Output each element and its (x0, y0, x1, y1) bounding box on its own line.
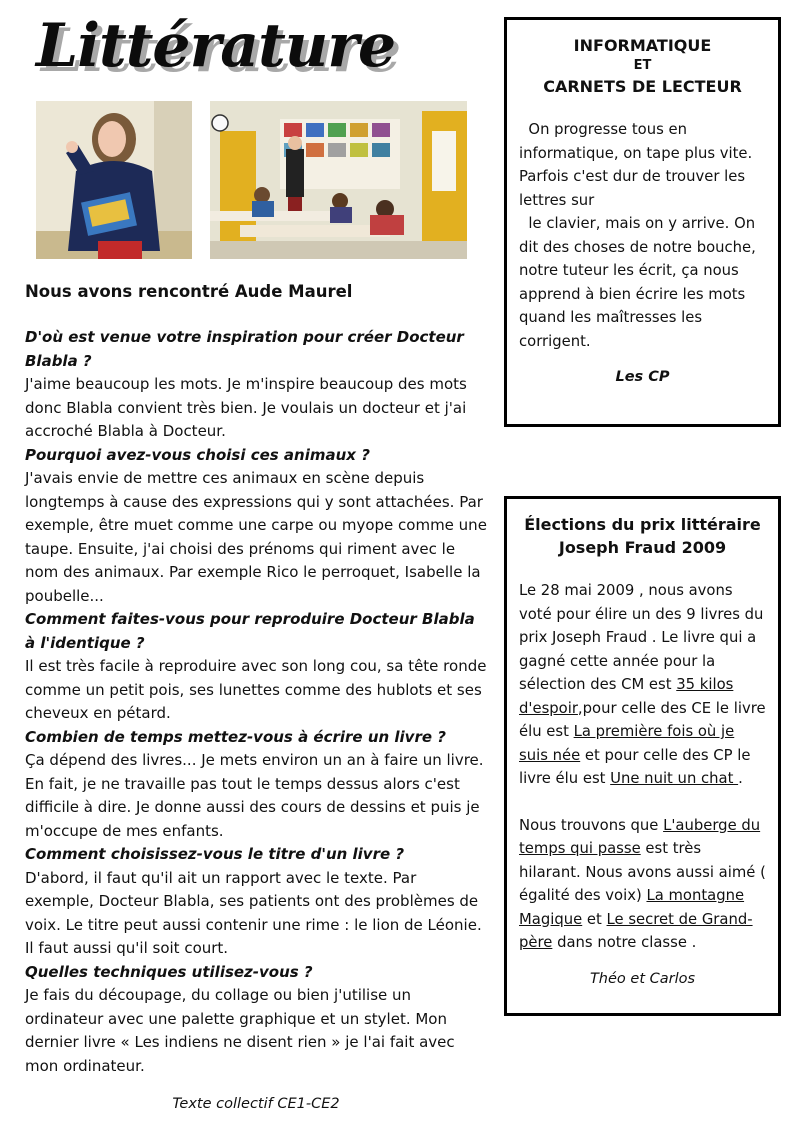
box-text: ,pour celle des CE le livre élu est (519, 699, 766, 740)
classroom-photo (210, 101, 467, 259)
box-title-line: INFORMATIQUE (573, 36, 712, 55)
answer: Je fais du découpage, du collage ou bien j'utilise un ordinateur avec une palette graphique et un stylet. Mon dernier livre « Les indiens ne disent rien » je l'ai fait avec mon ordinateur. (25, 986, 455, 1075)
question: Pourquoi avez-vous choisi ces animaux ? (25, 445, 370, 464)
box-title-line: CARNETS DE LECTEUR (543, 77, 742, 96)
box-title-line: Élections du prix littéraire (524, 515, 761, 534)
teacher-reading-photo (36, 101, 192, 259)
classroom-photo-drawing (210, 101, 467, 259)
question: Comment faites-vous pour reproduire Docteur Blabla à l'identique ? (25, 610, 475, 652)
box-signature: Théo et Carlos (589, 970, 696, 987)
box-paragraph (519, 814, 766, 955)
box-signature: Les CP (615, 369, 670, 385)
question: Combien de temps mettez-vous à écrire un livre ? (25, 727, 446, 746)
box-text: On progresse tous en informatique, on tape plus vite. Parfois c'est dur de trouver les lettres sur (519, 121, 753, 209)
teacher-reading-photo-drawing (36, 101, 192, 259)
election-box-title (519, 513, 766, 559)
book-title: 35 kilos d'espoir (519, 676, 734, 717)
article-headline: Nous avons rencontré Aude Maurel (25, 282, 353, 301)
box-text: le clavier, mais on y arrive. On dit des choses de notre bouche, notre tuteur les écrit, ça nous apprend à bien écrire les mots quand les maîtresses les corrigent. (519, 215, 756, 350)
answer: J'aime beaucoup les mots. Je m'inspire beaucoup des mots donc Blabla convient très bien. Je voulais un docteur et j'ai accroché Blabla à Docteur. (25, 375, 467, 440)
page-title: Littérature (36, 11, 396, 81)
question: Comment choisissez-vous le titre d'un livre ? (25, 845, 405, 863)
answer: Il est très facile à reproduire avec son long cou, sa tête ronde comme un petit pois, ses lunettes comme des hublots et ses cheveux en pétard. (25, 657, 487, 722)
article-credit: Texte collectif CE1-CE2 (172, 1096, 340, 1112)
answer: Ça dépend des livres... Je mets environ un an à faire un livre. En fait, je ne travaille pas tout le temps dessus alors c'est difficile à dire. Je donne aussi des cours de dessins et puis je m'occupe de mes enfants. (25, 751, 484, 840)
interview-article (25, 280, 487, 1078)
informatique-box-title (519, 34, 766, 98)
book-title: La première fois où je suis née (519, 723, 735, 764)
box-text: Le 28 mai 2009 , nous avons voté pour élire un des 9 livres du prix Joseph Fraud . Le livre qui a gagné cette année pour la sélection des CM est (519, 582, 764, 693)
interview-qa-list (25, 326, 487, 1078)
election-box (504, 496, 781, 1016)
box-text: . (738, 770, 743, 787)
book-title: L'auberge du temps qui passe (519, 816, 761, 857)
box-paragraph (519, 212, 766, 353)
box-text: est très hilarant. Nous avons aussi aimé ( égalité des voix) (519, 840, 766, 904)
box-title-line: Joseph Fraud 2009 (558, 538, 727, 557)
question: Quelles techniques utilisez-vous ? (25, 962, 313, 981)
box-paragraph (519, 118, 766, 212)
book-title: Une nuit un chat (610, 770, 739, 787)
answer: J'avais envie de mettre ces animaux en scène depuis longtemps à cause des expressions qui y sont attachées. Par exemple, être muet comme une carpe ou myope comme une taupe. Ensuite, j'ai choisi des prénoms qui riment avec le nom des animaux. Par exemple Rico le perroquet, Isabelle la poubelle... (25, 469, 487, 605)
informatique-box (504, 17, 781, 427)
answer: D'abord, il faut qu'il ait un rapport avec le texte. Par exemple, Docteur Blabla, ses patients ont des problèmes de voix. Le titre peut aussi contenir une rime : le lion de Léonie. Il faut aussi qu'il soit court. (25, 868, 482, 957)
box-paragraph (519, 579, 766, 791)
box-text: et (582, 910, 607, 928)
box-title-line: ET (633, 58, 652, 73)
question: D'où est venue votre inspiration pour créer Docteur Blabla ? (25, 328, 464, 370)
box-text: et pour celle des CP le livre élu est (519, 746, 751, 787)
book-title: La montagne Magique (519, 887, 745, 928)
box-text: Nous trouvons que (519, 816, 664, 834)
book-title: Le secret de Grand-père (519, 910, 753, 951)
box-text: dans notre classe . (552, 934, 697, 951)
